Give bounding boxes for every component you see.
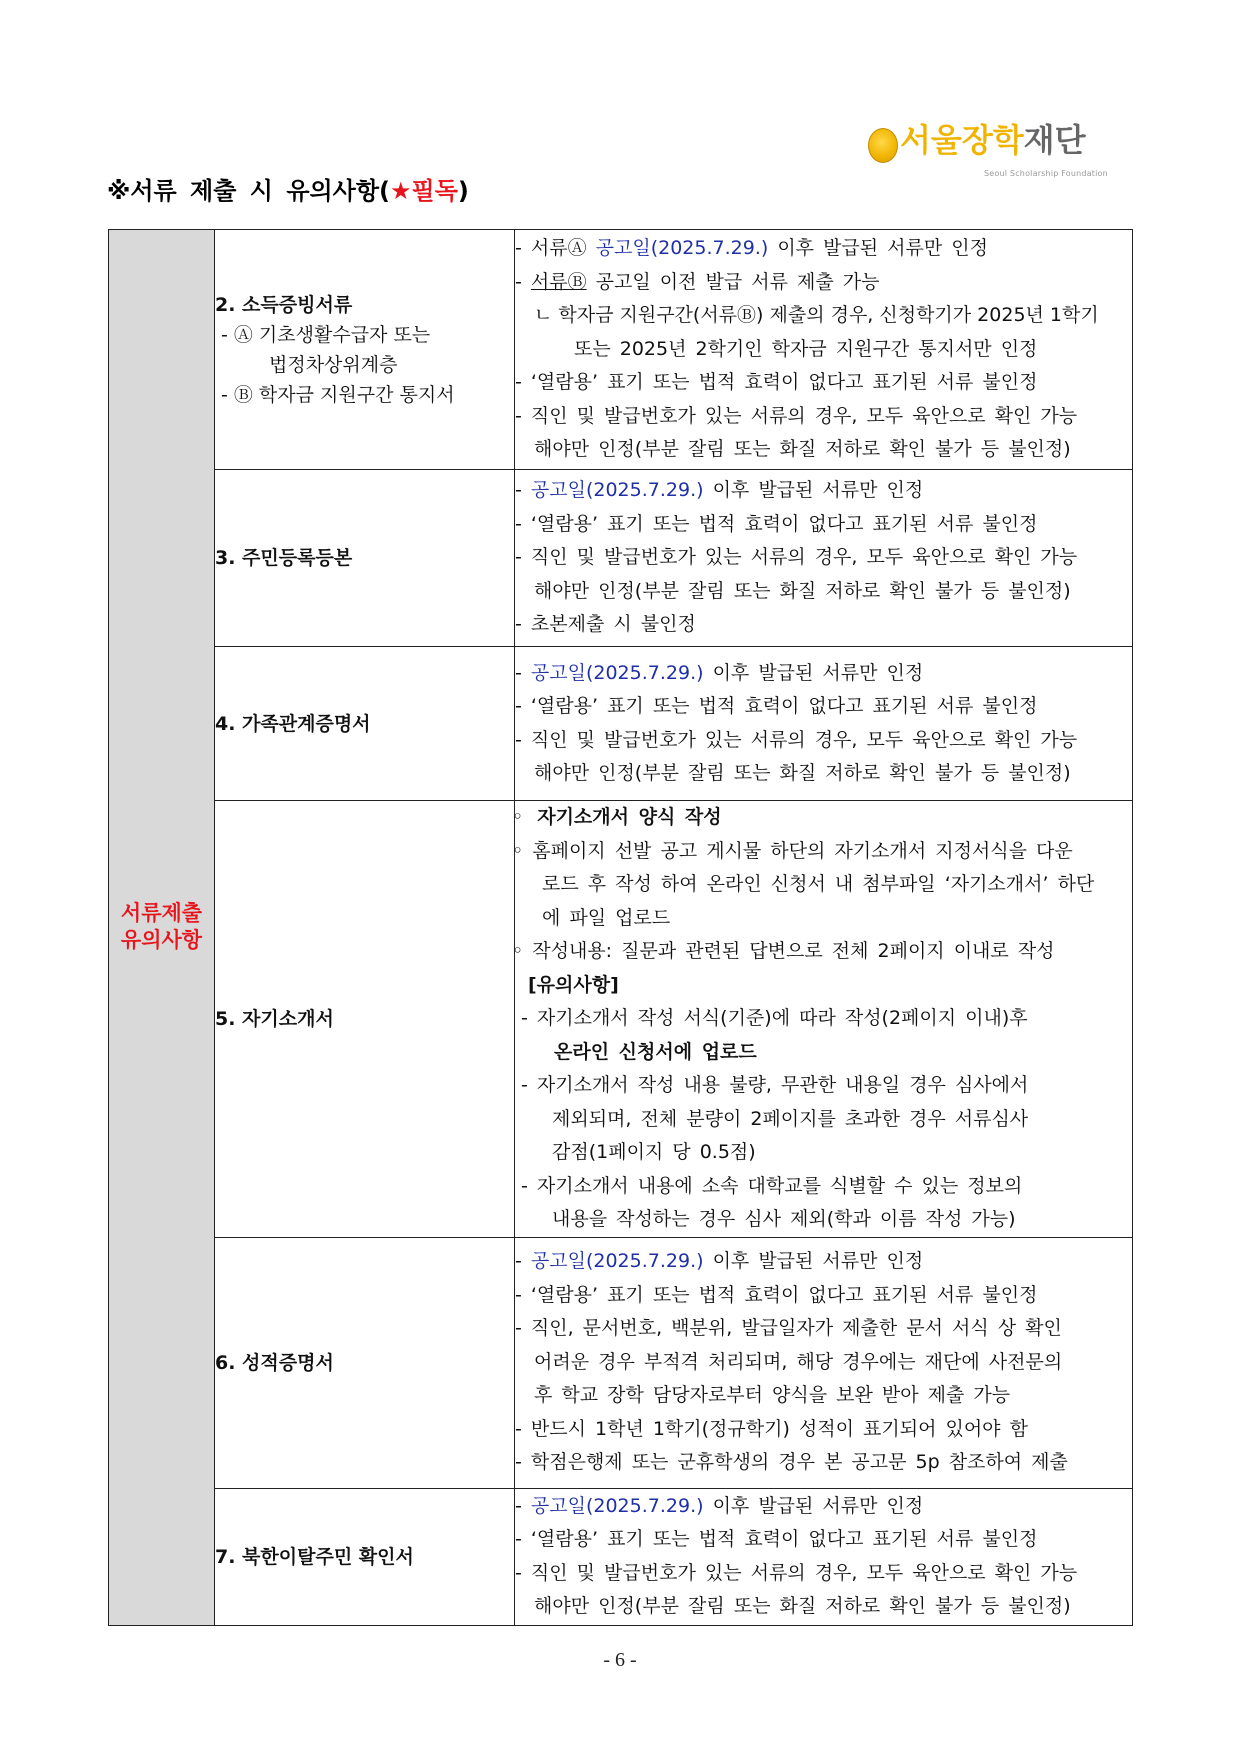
document-subitem: 법정차상위계층 bbox=[269, 353, 398, 376]
note-text: 이후 발급된 서류만 인정 bbox=[703, 1494, 924, 1517]
note-text: - bbox=[515, 1250, 531, 1273]
note-line: 감점(1페이지 당 0.5점) bbox=[552, 1141, 756, 1163]
notes-cell bbox=[515, 230, 1133, 470]
note-text: 이후 발급된 서류만 인정 bbox=[703, 479, 924, 502]
notes-cell bbox=[515, 1237, 1133, 1488]
note-line: 해야만 인정(부분 잘림 또는 화질 저하로 확인 불가 등 불인정) bbox=[534, 579, 1071, 602]
document-name-cell bbox=[215, 801, 515, 1238]
document-name-cell bbox=[215, 1488, 515, 1625]
announcement-date: 공고일(2025.7.29.) bbox=[530, 661, 704, 684]
category-label-line: 유의사항 bbox=[120, 928, 203, 953]
seoul-emblem-icon bbox=[868, 128, 898, 163]
note-line: 로드 후 작성 하여 온라인 신청서 내 첨부파일 ‘자기소개서’ 하단 bbox=[542, 873, 1095, 895]
notes-cell bbox=[515, 647, 1133, 801]
category-label-line: 서류제출 bbox=[120, 901, 203, 926]
note-line bbox=[515, 1245, 1132, 1279]
logo-wordmark bbox=[900, 120, 1085, 160]
table-row bbox=[109, 647, 1133, 801]
logo-text-main: 서울장학 bbox=[900, 121, 1024, 159]
announcement-date: 공고일(2025.7.29.) bbox=[530, 1250, 704, 1273]
note-text: 이후 발급된 서류만 인정 bbox=[703, 1250, 924, 1273]
note-line: ◦ 작성내용: 질문과 관련된 답변으로 전체 2페이지 이내로 작성 bbox=[512, 940, 1055, 962]
note-line: - 자기소개서 작성 서식(기준)에 따라 작성(2페이지 이내)후 bbox=[521, 1007, 1028, 1029]
note-line bbox=[515, 232, 1132, 266]
foundation-logo bbox=[866, 116, 1106, 180]
table-row bbox=[109, 1237, 1133, 1488]
page-number: - 6 - bbox=[603, 1649, 637, 1671]
note-line-emphasis: 온라인 신청서에 업로드 bbox=[554, 1040, 757, 1063]
note-line: 어려운 경우 부적격 처리되며, 해당 경우에는 재단에 사전문의 bbox=[534, 1350, 1063, 1373]
note-line: 내용을 작성하는 경우 심사 제외(학과 이름 작성 가능) bbox=[552, 1208, 1016, 1230]
table-row bbox=[109, 230, 1133, 470]
document-subitem: - Ⓑ 학자금 지원구간 통지서 bbox=[221, 383, 455, 406]
note-text: - bbox=[515, 479, 531, 502]
document-name: 7. 북한이탈주민 확인서 bbox=[215, 1545, 414, 1568]
note-line: - ‘열람용’ 표기 또는 법적 효력이 없다고 표기된 서류 불인정 bbox=[515, 1283, 1038, 1306]
table-row bbox=[109, 801, 1133, 1238]
note-heading: 자기소개서 양식 작성 bbox=[537, 806, 722, 828]
announcement-date: 공고일(2025.7.29.) bbox=[530, 1494, 704, 1517]
note-line: - 직인 및 발급번호가 있는 서류의 경우, 모두 육안으로 확인 가능 bbox=[515, 404, 1078, 427]
note-text: - bbox=[515, 1494, 531, 1517]
note-line: - ‘열람용’ 표기 또는 법적 효력이 없다고 표기된 서류 불인정 bbox=[515, 371, 1038, 394]
table-row bbox=[109, 1488, 1133, 1625]
document-name: 6. 성적증명서 bbox=[215, 1351, 334, 1374]
note-subheading: [유의사항] bbox=[528, 973, 619, 996]
note-line bbox=[515, 657, 1132, 691]
note-line: - 반드시 1학년 1학기(정규학기) 성적이 표기되어 있어야 함 bbox=[515, 1417, 1028, 1440]
note-line: 해야만 인정(부분 잘림 또는 화질 저하로 확인 불가 등 불인정) bbox=[534, 438, 1071, 461]
logo-text-end: 재단 bbox=[1023, 121, 1086, 159]
document-name: 4. 가족관계증명서 bbox=[215, 712, 371, 735]
note-line bbox=[515, 1490, 1132, 1524]
note-line: 에 파일 업로드 bbox=[542, 906, 671, 929]
page-title bbox=[107, 176, 469, 206]
document-name-cell bbox=[215, 470, 515, 647]
note-line: - ‘열람용’ 표기 또는 법적 효력이 없다고 표기된 서류 불인정 bbox=[515, 1528, 1038, 1550]
note-line: 또는 2025년 2학기인 학자금 지원구간 통지서만 인정 bbox=[574, 337, 1038, 360]
notes-cell bbox=[515, 470, 1133, 647]
title-suffix: ) bbox=[457, 177, 469, 205]
document-name-cell bbox=[215, 647, 515, 801]
note-text: 이후 발급된 서류만 인정 bbox=[703, 661, 924, 684]
note-line: - 직인 및 발급번호가 있는 서류의 경우, 모두 육안으로 확인 가능 bbox=[515, 546, 1078, 569]
note-line: - 자기소개서 작성 내용 불량, 무관한 내용일 경우 심사에서 bbox=[521, 1074, 1029, 1096]
note-text: 공고일 이전 발급 서류 제출 가능 bbox=[586, 270, 880, 293]
note-line bbox=[515, 474, 1132, 508]
document-b-ref: 서류Ⓑ bbox=[530, 270, 587, 293]
title-text: ※서류 제출 시 유의사항( bbox=[107, 177, 391, 205]
table-row bbox=[109, 470, 1133, 647]
note-line: - ‘열람용’ 표기 또는 법적 효력이 없다고 표기된 서류 불인정 bbox=[515, 695, 1038, 717]
category-cell bbox=[109, 230, 215, 1626]
note-line: 해야만 인정(부분 잘림 또는 화질 저하로 확인 불가 등 불인정) bbox=[534, 762, 1071, 784]
note-line: - 직인 및 발급번호가 있는 서류의 경우, 모두 육안으로 확인 가능 bbox=[515, 1561, 1078, 1584]
note-line: 제외되며, 전체 분량이 2페이지를 초과한 경우 서류심사 bbox=[552, 1107, 1029, 1130]
notes-cell bbox=[512, 801, 1133, 1238]
bullet-icon: ◦ bbox=[512, 806, 524, 828]
star-icon: ★ bbox=[390, 177, 412, 205]
document-name-cell bbox=[215, 230, 515, 470]
document-name: 5. 자기소개서 bbox=[215, 1007, 334, 1030]
notes-cell bbox=[515, 1488, 1133, 1625]
logo-subtitle: Seoul Scholarship Foundation bbox=[984, 169, 1108, 178]
note-line: - 자기소개서 내용에 소속 대학교를 식별할 수 있는 정보의 bbox=[521, 1174, 1023, 1197]
document-name: 2. 소득증빙서류 bbox=[215, 293, 353, 316]
announcement-date: 공고일(2025.7.29.) bbox=[530, 479, 704, 502]
announcement-date: 공고일(2025.7.29.) bbox=[595, 237, 769, 260]
note-line: - 직인 및 발급번호가 있는 서류의 경우, 모두 육안으로 확인 가능 bbox=[515, 728, 1078, 751]
note-line: 해야만 인정(부분 잘림 또는 화질 저하로 확인 불가 등 불인정) bbox=[534, 1595, 1071, 1617]
note-text: - bbox=[515, 661, 531, 684]
document-name: 3. 주민등록등본 bbox=[215, 547, 353, 569]
title-highlight: 필독 bbox=[411, 177, 458, 205]
note-text: - bbox=[515, 270, 531, 293]
note-line: ㄴ 학자금 지원구간(서류Ⓑ) 제출의 경우, 신청학기가 2025년 1학기 bbox=[534, 304, 1099, 327]
note-line: - 초본제출 시 불인정 bbox=[515, 613, 696, 636]
document-notes-table bbox=[108, 229, 1133, 1626]
note-line: - 학점은행제 또는 군휴학생의 경우 본 공고문 5p 참조하여 제출 bbox=[515, 1451, 1068, 1474]
note-line: - 직인, 문서번호, 백분위, 발급일자가 제출한 문서 서식 상 확인 bbox=[515, 1317, 1062, 1340]
note-line: ◦ 홈페이지 선발 공고 게시물 하단의 자기소개서 지정서식을 다운 bbox=[512, 839, 1073, 862]
document-name-cell bbox=[215, 1237, 515, 1488]
note-line: 후 학교 장학 담당자로부터 양식을 보완 받아 제출 가능 bbox=[534, 1384, 1011, 1407]
document-subitem: - Ⓐ 기초생활수급자 또는 bbox=[221, 323, 431, 346]
note-line bbox=[515, 266, 1132, 300]
note-line: - ‘열람용’ 표기 또는 법적 효력이 없다고 표기된 서류 불인정 bbox=[515, 512, 1038, 535]
note-text: - 서류Ⓐ bbox=[515, 237, 596, 260]
note-text: 이후 발급된 서류만 인정 bbox=[768, 237, 988, 260]
note-line bbox=[512, 801, 1132, 835]
